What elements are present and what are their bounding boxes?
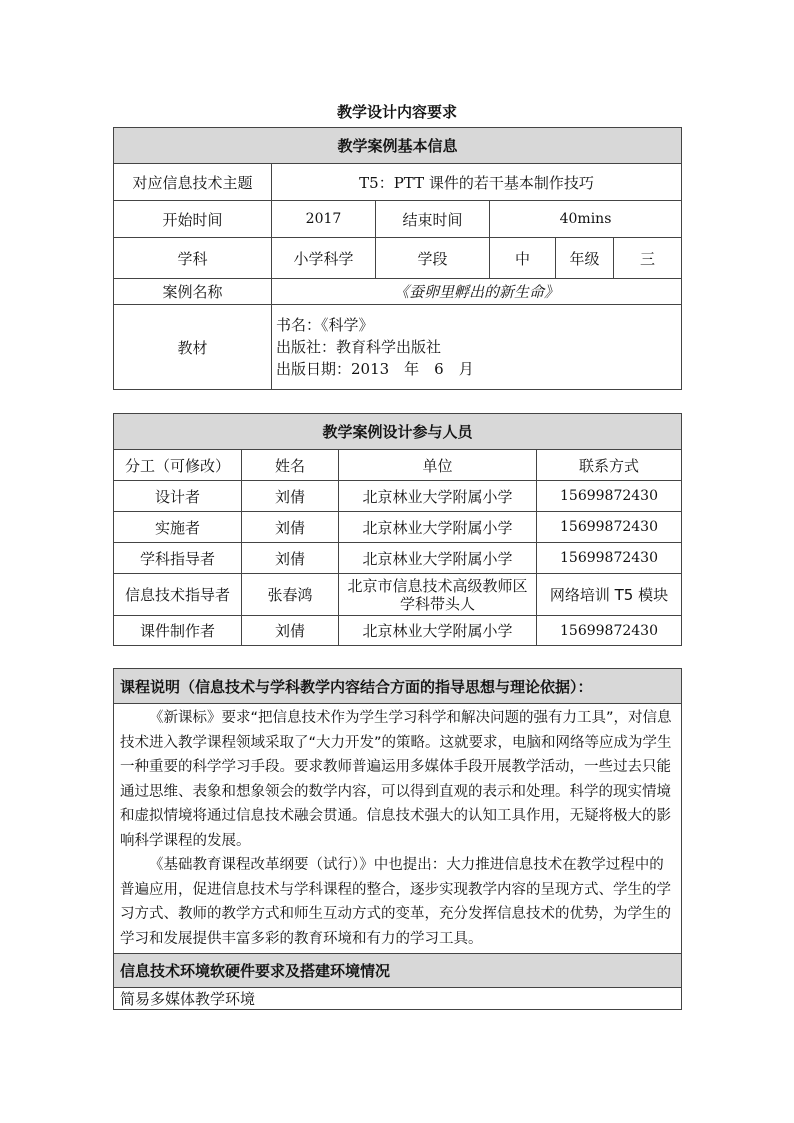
table-row [114,512,682,543]
topic-label: 对应信息技术主题 [114,164,272,201]
column-header: 分工（可修改） [114,450,242,481]
environment-value: 简易多媒体教学环境 [114,988,682,1010]
role-cell: 实施者 [114,512,242,543]
book-publisher: 出版社：教育科学出版社 [276,338,442,356]
contact-cell: 15699872430 [537,616,682,646]
unit-cell: 北京林业大学附属小学 [339,481,537,512]
subject-value: 小学科学 [272,238,376,279]
page-title: 教学设计内容要求 [336,103,457,121]
textbook-label: 教材 [114,305,272,390]
course-notes-paragraph: 《基础教育课程改革纲要（试行）》中也提出：大力推进信息技术在教学过程中的普遍应用，促进信息技术与学科课程的整合，逐步实现教学内容的呈现方式、学生的学习方式、教师的教学方式和师生互动方式的变革，充分发挥信息技术的优势，为学生的学习和发展提供丰富多彩的教育环境和有力的学习工具。 [120,857,671,947]
unit-cell: 北京林业大学附属小学 [339,543,537,574]
unit-cell: 北京市信息技术高级教师区学科带头人 [339,574,537,616]
unit-cell: 北京林业大学附属小学 [339,616,537,646]
textbook-details [272,305,682,390]
table-row [114,481,682,512]
name-cell: 刘倩 [242,616,339,646]
book-pub-date: 出版日期：2013 年 6 月 [276,360,474,378]
name-cell: 张春鸿 [242,574,339,616]
course-notes-body [114,704,682,954]
start-time-label: 开始时间 [114,201,272,238]
column-header: 单位 [339,450,537,481]
end-time-label: 结束时间 [376,201,490,238]
case-name-label: 案例名称 [114,279,272,305]
topic-value: T5：PTT 课件的若干基本制作技巧 [272,164,682,201]
name-cell: 刘倩 [242,543,339,574]
stage-label: 学段 [376,238,490,279]
stage-value: 中 [490,238,556,279]
table-row [114,543,682,574]
start-time-value: 2017 [272,201,376,238]
grade-label: 年级 [556,238,614,279]
subject-label: 学科 [114,238,272,279]
name-cell: 刘倩 [242,481,339,512]
book-name: 书名：《科学》 [276,316,374,334]
contact-cell: 网络培训 T5 模块 [537,574,682,616]
contact-cell: 15699872430 [537,481,682,512]
contact-cell: 15699872430 [537,543,682,574]
role-cell: 设计者 [114,481,242,512]
participants-table [113,413,682,646]
column-header: 姓名 [242,450,339,481]
table-row [114,616,682,646]
basic-info-header: 教学案例基本信息 [114,128,682,164]
end-time-value: 40mins [490,201,682,238]
course-notes-header: 课程说明（信息技术与学科教学内容结合方面的指导思想与理论依据）： [114,669,682,704]
role-cell: 信息技术指导者 [114,574,242,616]
grade-value: 三 [614,238,682,279]
basic-info-table [113,127,682,390]
course-notes-table [113,668,682,1010]
role-cell: 学科指导者 [114,543,242,574]
name-cell: 刘倩 [242,512,339,543]
environment-header: 信息技术环境软硬件要求及搭建环境情况 [114,954,682,988]
unit-cell: 北京林业大学附属小学 [339,512,537,543]
table-row [114,574,682,616]
contact-cell: 15699872430 [537,512,682,543]
course-notes-paragraph: 《新课标》要求“把信息技术作为学生学习科学和解决问题的强有力工具”，对信息技术进入教学课程领域采取了“大力开发”的策略。这就要求，电脑和网络等应成为学生一种重要的科学学习手段。要求教师普遍运用多媒体手段开展教学活动，一些过去只能通过思维、表象和想象领会的数学内容，可以得到直观的表示和处理。科学的现实情境和虚拟情境将通过信息技术融会贯通。信息技术强大的认知工具作用，无疑将极大的影响科学课程的发展。 [120,710,672,849]
column-header: 联系方式 [537,450,682,481]
participants-header: 教学案例设计参与人员 [114,414,682,450]
case-name-value: 《蚕卵里孵出的新生命》 [272,279,682,305]
role-cell: 课件制作者 [114,616,242,646]
